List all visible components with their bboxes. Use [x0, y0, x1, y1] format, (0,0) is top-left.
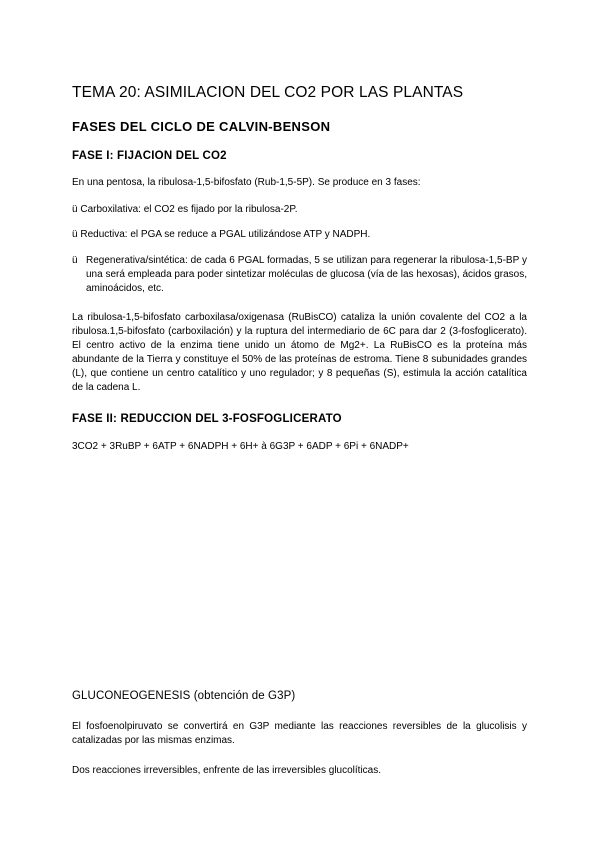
calvin-equation: 3CO2 + 3RuBP + 6ATP + 6NADPH + 6H+ à 6G3P + 6ADP + 6Pi + 6NADP+ [72, 441, 409, 452]
checkmark-bullet-icon: ü [72, 204, 78, 215]
phase1-item-text: Carboxilativa: el CO2 es fijado por la ribulosa-2P. [80, 204, 298, 215]
phase1-item-text: Reductiva: el PGA se reduce a PGAL utilizándose ATP y NADPH. [80, 229, 371, 240]
checkmark-bullet-icon: ü [72, 229, 78, 240]
phase1-item-1 [72, 203, 527, 217]
gluconeogenesis-paragraph-1: El fosfoenolpiruvato se convertirá en G3P mediante las reacciones reversibles de la glucolisis y catalizadas por las mismas enzimas. [72, 721, 527, 746]
page-title: TEMA 20: ASIMILACION DEL CO2 POR LAS PLANTAS [72, 84, 464, 101]
phase2-heading: FASE II: REDUCCION DEL 3-FOSFOGLICERATO [72, 413, 342, 425]
checkmark-bullet-icon: ü [72, 255, 78, 266]
phase1-item-3 [72, 254, 527, 296]
phase1-item-2 [72, 228, 527, 242]
phase1-heading: FASE I: FIJACION DEL CO2 [72, 150, 227, 162]
gluconeogenesis-heading: GLUCONEOGENESIS (obtención de G3P) [72, 690, 296, 702]
phase1-item-text: Regenerativa/sintética: de cada 6 PGAL formadas, 5 se utilizan para regenerar la ribulosa-1,5-BP y una será empleada para poder sintetizar moléculas de glucosa (vía de las hexosas), ácidos grasos, aminoácidos, etc. [86, 255, 527, 294]
section-subtitle: FASES DEL CICLO DE CALVIN-BENSON [72, 119, 331, 134]
gluconeogenesis-paragraph-2: Dos reacciones irreversibles, enfrente de las irreversibles glucolíticas. [72, 765, 382, 776]
rubisco-paragraph: La ribulosa-1,5-bifosfato carboxilasa/oxigenasa (RuBisCO) cataliza la unión covalente del CO2 a la ribulosa.1,5-bifosfato (carboxilación) y la ruptura del intermediario de 6C para dar 2 (3-fosfoglicerato). El centro activo de la enzima tiene unido un átomo de Mg2+. La RuBisCO es la proteína más abundante de la Tierra y constituye el 50% de las proteínas de estroma. Tiene 8 subunidades grandes (L), que contiene un centro catalítico y uno regulador; y 8 pequeñas (S), estimula la acción catalítica de la cadena L. [72, 312, 527, 393]
phase1-intro: En una pentosa, la ribulosa-1,5-bifosfato (Rub-1,5-5P). Se produce en 3 fases: [72, 177, 421, 188]
